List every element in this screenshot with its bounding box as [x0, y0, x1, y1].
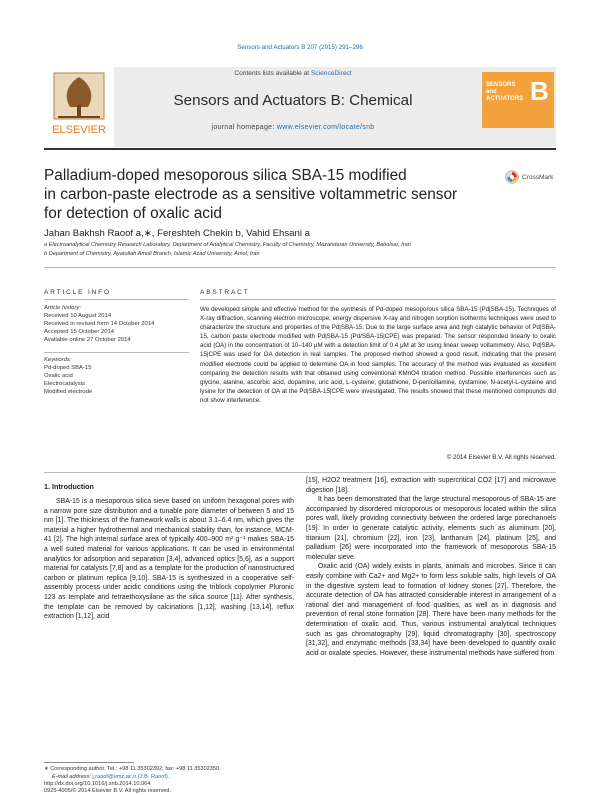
article-title-line: in carbon-paste electrode as a sensitive voltammetric sensor — [44, 186, 458, 203]
history-label: Article history: — [44, 305, 81, 311]
body-column-right — [306, 476, 556, 658]
keyword: Electrocatalysis — [44, 381, 85, 387]
elsevier-logo — [44, 67, 114, 147]
article-title — [44, 166, 484, 223]
affiliation-rule — [44, 267, 556, 268]
body-column-left — [44, 497, 294, 622]
journal-cover — [482, 72, 554, 128]
running-head[interactable]: Sensors and Actuators B 207 (2015) 291–296 — [237, 44, 363, 51]
history-entry: Received in revised form 14 October 2014 — [44, 321, 155, 327]
author-list: Jahan Bakhsh Raoof a,∗, Fereshteh Chekin b, Vahid Ehsani a — [44, 228, 310, 239]
abstract-text: We developed simple and effective method for the synthesis of Pd-doped mesoporous silica SBA-15 (Pd|SBA-15). Techniques of X-ray diffraction, scanning electron microscope, energy dispersive X-ray and nitrogen sorption isotherms techniques were used to characterize the structure and properties of the Pd|SBA-15. Due to the large surface area and high catalytic behavior of Pd|SBA-15, carbon paste electrode modified with Pd|SBA-15 (Pd/SBA-15|CPE) was prepared. The sensor responded linearly to oxalic acid (OA) in the concentration of 10–140 μM with a detection limit of 0.4 μM at 3σ using linear sweep voltammetry. Also, Pd|SBA-15|CPE was used for OA detection in real samples. The proposed method showed a good result, indicating that the present modified electrode could be applied to determine OA in food samples. The accuracy of the method was evaluated as excellent comparing the detection results with that obtained using conventional KMnO4 titration method. Possible interferences such as glycine, alanine, ascorbic acid, dopamine, uric acid, L-cysteine, glutathione, D-penicillamine, cystamine, N-acetyl-L-cysteine and lysine for the detection of OA at the Pd|SBA-15|CPE were investigated. The results showed that these mentioned compounds did not show interference. — [200, 306, 556, 404]
abstract-rule — [200, 299, 556, 300]
abstract-heading: ABSTRACT — [200, 289, 250, 296]
article-history — [44, 304, 194, 344]
journal-title: Sensors and Actuators B: Chemical — [173, 92, 413, 109]
body-paragraph: Oxalic acid (OA) widely exists in plants, animals and microbes. Since it can easily combine with Ca2+ and Mg2+ to form less soluble salts, high levels of OA in the digestive system lead to formation of kidney stones [27]. Therefore, the accurate detection of OA has attracted considerable interest in arrangement of a rational diet and management of food qualities, as well as in diagnosis and prevention of renal stone formation [28]. There have been many methods for the determination of oxalic acid. Thus, various instrumental analytical techniques such as gas chromatography [29], liquid chromatography [30], spectroscopy [31,32], and enzymatic methods [33,34] have been developed to quantify oxalic acid or oxalate species. However, these instrumental methods have suffered from — [306, 563, 556, 657]
header-rule — [44, 148, 556, 150]
crossmark-badge[interactable] — [505, 170, 553, 184]
body-paragraph: SBA-15 is a mesoporous silica sieve based on uniform hexagonal pores with a narrow pore size distribution and a tunable pore diameter of between 5 and 15 nm [1]. The thickness of the framework walls is about 3.1–6.4 nm, which gives the material a higher hydrothermal and mechanical stability than, for instance, MCM-41 [2]. The high internal surface area of typically 400–900 m² g⁻¹ makes SBA-15 a well suited material for various applications. It can be used in environmental analytics for adsorption and separation [3,4], advanced optics [5,6], as a support material for catalysts [7,8] and as a template for the production of nanostructured carbon or platinum replica [9,10]. SBA-15 is synthesized in a cooperative self-assembly process under acidic conditions using the triblock copolymer Pluronic 123 as template and tetraethoxysilane as the silica source [11]. After synthesis, the template can be removed by calcinations [1,12], washing [13,14], reflux extraction [1,12], acid — [44, 498, 294, 621]
journal-homepage — [120, 124, 466, 131]
section-heading-introduction: 1. Introduction — [44, 482, 94, 491]
doi-link[interactable]: http://dx.doi.org/10.1016/j.snb.2014.10.064 — [44, 781, 151, 787]
keyword: Modified electrode — [44, 389, 93, 395]
abstract-bottom-rule — [44, 472, 556, 473]
keywords — [44, 356, 194, 396]
corresponding-author-note: ∗ Corresponding author. Tel.: +98 11 35302392; fax: +98 11 35302350. — [44, 766, 221, 772]
keyword: Oxalic acid — [44, 373, 73, 379]
email-link[interactable]: j.raoof@umz.ac.ir (J.B. Raoof). — [92, 774, 170, 780]
keyword: Pd-doped SBA-15 — [44, 365, 92, 371]
contents-prefix: Contents lists available at — [234, 70, 311, 77]
article-info-heading: ARTICLE INFO — [44, 289, 111, 296]
issn-line: 0925-4005/© 2014 Elsevier B.V. All rights reserved. — [44, 788, 172, 794]
homepage-link[interactable]: www.elsevier.com/locate/snb — [276, 124, 375, 131]
article-info-rule — [44, 299, 189, 300]
publisher-name: ELSEVIER — [52, 124, 106, 136]
affiliation: b Department of Chemistry, Ayatollah Amoli Branch, Islamic Azad University, Amol, Iran — [44, 251, 260, 257]
email-label: E-mail address: — [52, 774, 93, 780]
history-entry: Received 10 August 2014 — [44, 313, 112, 319]
copyright-notice: © 2014 Elsevier B.V. All rights reserved. — [446, 454, 556, 461]
article-title-line: for detection of oxalic acid — [44, 205, 222, 222]
affiliation: a Electroanalytical Chemistry Research Laboratory, Department of Analytical Chemistry, Faculty of Chemistry, Mazandaran University, Babolsar, Iran — [44, 242, 411, 248]
homepage-label: journal homepage: — [211, 124, 277, 131]
crossmark-icon — [505, 170, 519, 184]
cover-letter: B — [530, 76, 549, 106]
keywords-label: Keywords: — [44, 357, 72, 363]
history-entry: Accepted 15 October 2014 — [44, 329, 115, 335]
body-paragraph: [15], H2O2 treatment [16], extraction with supercritical CO2 [17] and microwave digestion [18]. — [306, 477, 556, 494]
keywords-rule — [44, 352, 189, 353]
body-paragraph: It has been demonstrated that the large structural mesoporous of SBA-15 are accompanied by disordered microporous or mesoporous located within the silica pores wall, likely providing connectivity between the ordered large porechannels [19]. In order to generate catalytic activity, elements such as aluminum [20], titanium [21], chromium [22], iron [23], lanthanum [24], platinum [25], and palladium [26] were incorporated into the framework of mesoporous SBA-15 molecular sieve. — [306, 496, 556, 561]
history-entry: Available online 27 October 2014 — [44, 337, 131, 343]
email-note — [44, 774, 302, 780]
sciencedirect-link[interactable]: ScienceDirect — [310, 70, 352, 77]
footnote-rule — [44, 762, 134, 763]
crossmark-label: CrossMark — [522, 173, 554, 181]
contents-line — [120, 70, 466, 77]
article-title-line: Palladium-doped mesoporous silica SBA-15 modified — [44, 167, 407, 184]
cover-title: SENSORS and ACTUATORS — [486, 82, 524, 102]
